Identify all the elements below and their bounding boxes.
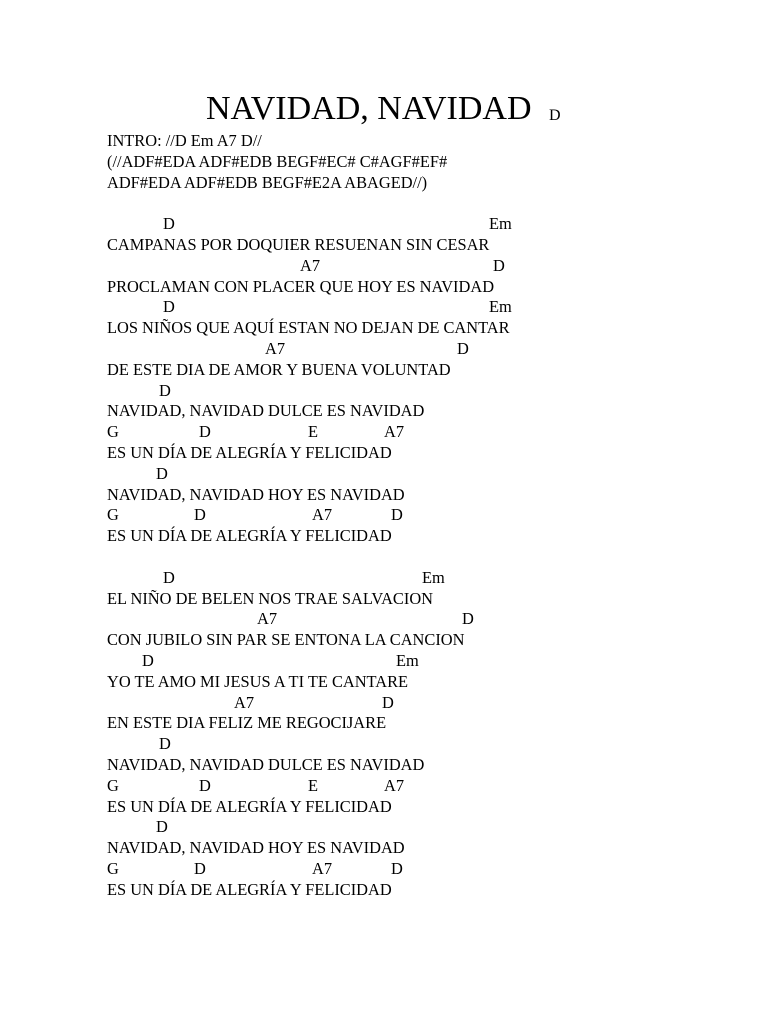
chord: D [163,214,175,234]
lyric: PROCLAMAN CON PLACER QUE HOY ES NAVIDAD [107,276,495,296]
chord: D [194,858,206,878]
chord: D [199,775,211,795]
chord: A7 [312,505,333,525]
chord: Em [422,567,445,587]
chord: Em [489,297,512,317]
intro-text: ADF#EDA ADF#EDB BEGF#E2A ABAGED//) [107,172,428,192]
chord: A7 [384,422,405,442]
lyric: NAVIDAD, NAVIDAD DULCE ES NAVIDAD [107,401,425,421]
song-key: D [549,107,561,124]
chord: D [159,380,171,400]
chord: D [462,609,474,629]
chord: D [163,297,175,317]
chord: D [391,858,403,878]
lyric: EN ESTE DIA FELIZ ME REGOCIJARE [107,713,387,733]
chord: D [142,650,154,670]
lyric: CAMPANAS POR DOQUIER RESUENAN SIN CESAR [107,234,490,254]
chord: D [194,505,206,525]
lyric: EL NIÑO DE BELEN NOS TRAE SALVACION [107,588,433,608]
chord: A7 [300,255,321,275]
chord: D [163,567,175,587]
intro-text: INTRO: //D Em A7 D// [107,131,262,150]
chord: D [391,505,403,525]
chord: Em [396,650,419,670]
lyric: YO TE AMO MI JESUS A TI TE CANTARE [107,671,409,691]
song-title: NAVIDAD, NAVIDAD [206,90,532,127]
chord: E [308,422,319,442]
chord: D [199,422,211,442]
lyric: LOS NIÑOS QUE AQUÍ ESTAN NO DEJAN DE CANTAR [107,318,510,338]
chord: A7 [312,858,333,878]
lyric: NAVIDAD, NAVIDAD HOY ES NAVIDAD [107,838,405,858]
chord: D [159,734,171,754]
lyric: NAVIDAD, NAVIDAD DULCE ES NAVIDAD [107,754,425,774]
chord: E [308,775,319,795]
chord: D [493,255,505,275]
chord: A7 [257,609,278,629]
lyric: ES UN DÍA DE ALEGRÍA Y FELICIDAD [107,879,392,899]
chord: G [107,505,119,525]
chord: A7 [234,692,255,712]
chord: A7 [384,775,405,795]
chord: D [156,817,168,837]
lyric: NAVIDAD, NAVIDAD HOY ES NAVIDAD [107,484,405,504]
chord: D [457,338,469,358]
chord: G [107,858,119,878]
chord: D [382,692,394,712]
lyric: DE ESTE DIA DE AMOR Y BUENA VOLUNTAD [107,359,451,379]
lyric: ES UN DÍA DE ALEGRÍA Y FELICIDAD [107,526,392,546]
chord: A7 [265,338,286,358]
chord: G [107,775,119,795]
lyric: ES UN DÍA DE ALEGRÍA Y FELICIDAD [107,796,392,816]
intro-text: (//ADF#EDA ADF#EDB BEGF#EC# C#AGF#EF# [107,151,448,171]
chord: Em [489,214,512,234]
lyric: CON JUBILO SIN PAR SE ENTONA LA CANCION [107,630,465,650]
lyric: ES UN DÍA DE ALEGRÍA Y FELICIDAD [107,442,392,462]
chord: G [107,422,119,442]
chord: D [156,463,168,483]
